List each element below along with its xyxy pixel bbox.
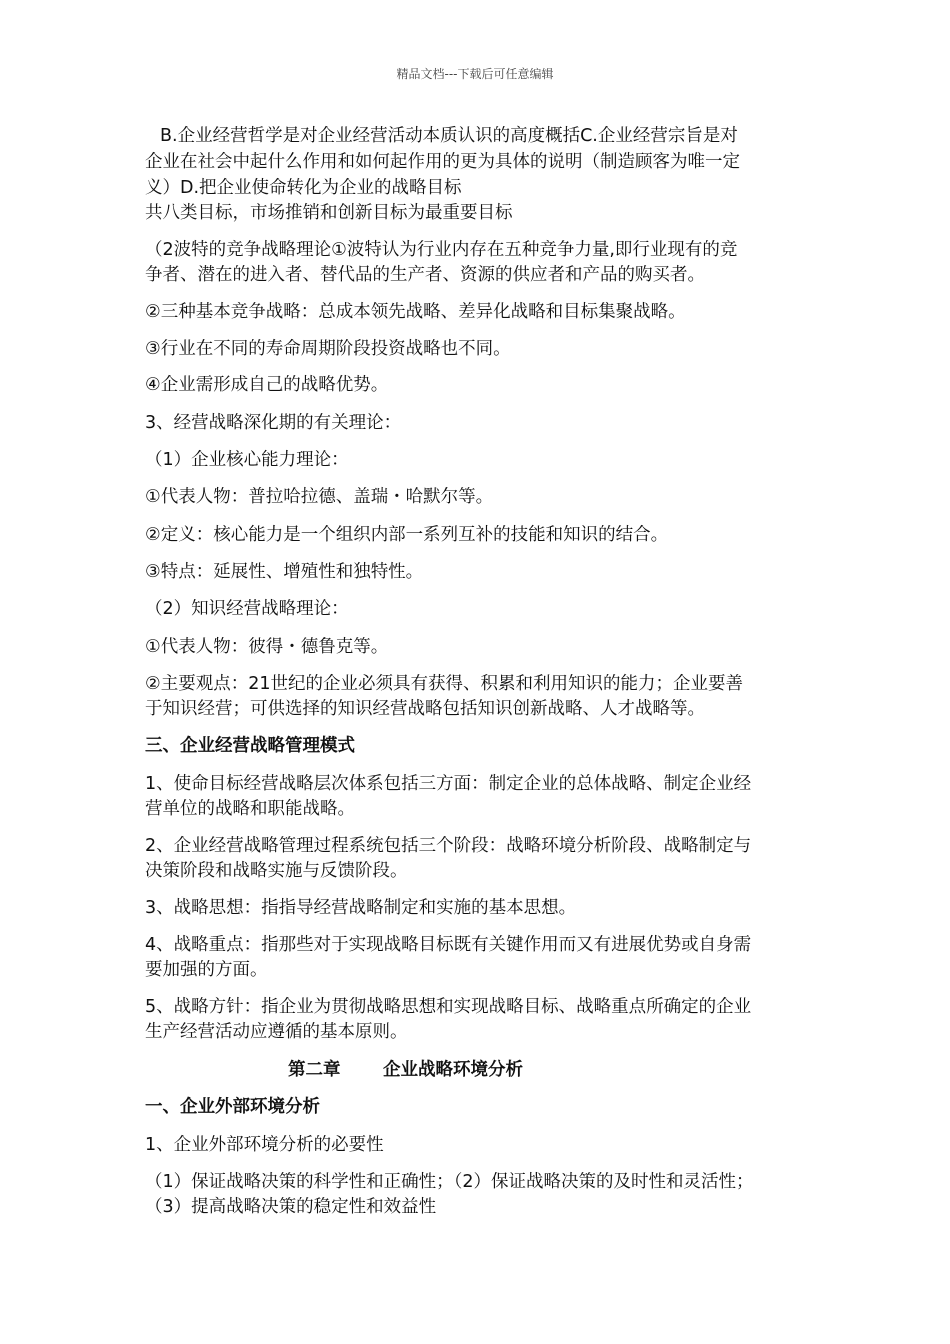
text-line: 共八类目标，市场推销和创新目标为最重要目标	[145, 203, 513, 223]
text-line: （1）企业核心能力理论：	[145, 450, 349, 470]
text-line: 决策阶段和战略实施与反馈阶段。	[145, 861, 408, 881]
text-line: （3）提高战略决策的稳定性和效益性	[145, 1197, 437, 1217]
text-line: ④企业需形成自己的战略优势。	[145, 375, 389, 395]
text-line: ①代表人物：普拉哈拉德、盖瑞・哈默尔等。	[145, 487, 494, 507]
text-line: 1、使命目标经营战略层次体系包括三方面：制定企业的总体战略、制定企业经	[145, 774, 752, 794]
chapter-number: 第二章	[288, 1060, 341, 1080]
text-line: 3、经营战略深化期的有关理论：	[145, 413, 402, 433]
text-line: ③行业在不同的寿命周期阶段投资战略也不同。	[145, 339, 511, 359]
chapter-title: 企业战略环境分析	[383, 1060, 523, 1080]
text-line: ③特点：延展性、增殖性和独特性。	[145, 562, 424, 582]
text-line: ②定义：核心能力是一个组织内部一系列互补的技能和知识的结合。	[145, 525, 669, 545]
section-heading: 一、企业外部环境分析	[145, 1097, 320, 1117]
text-line: （2）知识经营战略理论：	[145, 599, 349, 619]
text-line: 企业在社会中起什么作用和如何起作用的更为具体的说明（制造顾客为唯一定	[145, 152, 740, 172]
text-line: ②主要观点：21世纪的企业必须具有获得、积累和利用知识的能力；企业要善	[145, 674, 743, 694]
text-line: 要加强的方面。	[145, 960, 268, 980]
text-line: ②三种基本竞争战略：总成本领先战略、差异化战略和目标集聚战略。	[145, 302, 686, 322]
text-line: 义）D.把企业使命转化为企业的战略目标	[145, 178, 462, 198]
text-line: 1、企业外部环境分析的必要性	[145, 1135, 384, 1155]
text-line: 5、战略方针：指企业为贯彻战略思想和实现战略目标、战略重点所确定的企业	[145, 997, 752, 1017]
text-line: 营单位的战略和职能战略。	[145, 799, 355, 819]
page-header: 精品文档---下载后可任意编辑	[396, 67, 554, 81]
text-line: 2、企业经营战略管理过程系统包括三个阶段：战略环境分析阶段、战略制定与	[145, 836, 752, 856]
text-line: 争者、潜在的进入者、替代品的生产者、资源的供应者和产品的购买者。	[145, 265, 705, 285]
text-line: B.企业经营哲学是对企业经营活动本质认识的高度概括C.企业经营宗旨是对	[160, 126, 738, 146]
text-line: 3、战略思想：指指导经营战略制定和实施的基本思想。	[145, 898, 577, 918]
text-line: ①代表人物：彼得・德鲁克等。	[145, 637, 389, 657]
text-line: 生产经营活动应遵循的基本原则。	[145, 1022, 408, 1042]
text-line: 于知识经营；可供选择的知识经营战略包括知识创新战略、人才战略等。	[145, 699, 705, 719]
text-line: （2波特的竞争战略理论①波特认为行业内存在五种竞争力量,即行业现有的竞	[145, 240, 738, 260]
text-line: 4、战略重点：指那些对于实现战略目标既有关键作用而又有进展优势或自身需	[145, 935, 752, 955]
text-line: （1）保证战略决策的科学性和正确性；（2）保证战略决策的及时性和灵活性；	[145, 1172, 754, 1192]
section-heading: 三、企业经营战略管理模式	[145, 736, 355, 756]
